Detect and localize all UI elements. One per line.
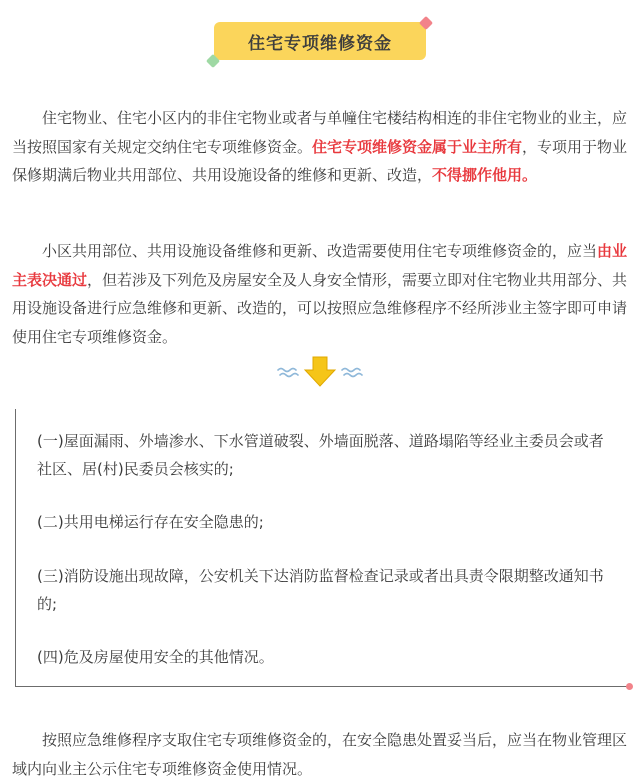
emergency-list-box	[15, 409, 630, 687]
paragraph2-text-b: ，但若涉及下列危及房屋安全及人身安全情形，需要立即对住宅物业共用部分、共用设施设备进行应急维修和更新、改造的，可以按照应急维修程序不经所涉业主签字即可申请使用住宅专项维修资金。	[12, 270, 628, 346]
pink-dot-icon	[626, 683, 633, 690]
down-arrow-icon	[270, 354, 370, 388]
paragraph1-highlight-b: 不得挪作他用。	[432, 166, 538, 184]
paragraph1-highlight-a: 住宅专项维修资金属于业主所有	[312, 137, 523, 156]
list-item: (一)屋面漏雨、外墙渗水、下水管道破裂、外墙面脱落、道路塌陷等经业主委员会或者社区、居(村)民委员会核实的;	[37, 432, 604, 478]
paragraph-disclosure: 按照应急维修程序支取住宅专项维修资金的，在安全隐患处置妥当后，应当在物业管理区域内向业主公示住宅专项维修资金使用情况。	[12, 731, 628, 778]
paragraph-ownership	[12, 104, 632, 190]
paragraph2-text-a: 小区共用部位、共用设施设备维修和更新、改造需要使用住宅专项维修资金的，应当	[42, 242, 598, 260]
paragraph1-text-b: ，专项用于物业保修期满后物业共用部位、共用设施设备的维修和更新、改造，	[12, 137, 628, 184]
list-item: (三)消防设施出现故障，公安机关下达消防监督检查记录或者出具责令限期整改通知书的;	[37, 567, 604, 613]
paragraph-usage	[12, 237, 632, 351]
title-banner	[214, 22, 426, 60]
paragraph2-highlight-a: 由业主表决通过	[12, 242, 628, 289]
list-item: (四)危及房屋使用安全的其他情况。	[37, 648, 274, 666]
arrow-divider	[270, 354, 370, 388]
list-item: (二)共用电梯运行存在安全隐患的;	[37, 513, 264, 531]
page-title: 住宅专项维修资金	[214, 22, 426, 60]
paragraph1-text-a: 住宅物业、住宅小区内的非住宅物业或者与单幢住宅楼结构相连的非住宅物业的业主，应当按照国家有关规定交纳住宅专项维修资金。	[12, 109, 628, 156]
